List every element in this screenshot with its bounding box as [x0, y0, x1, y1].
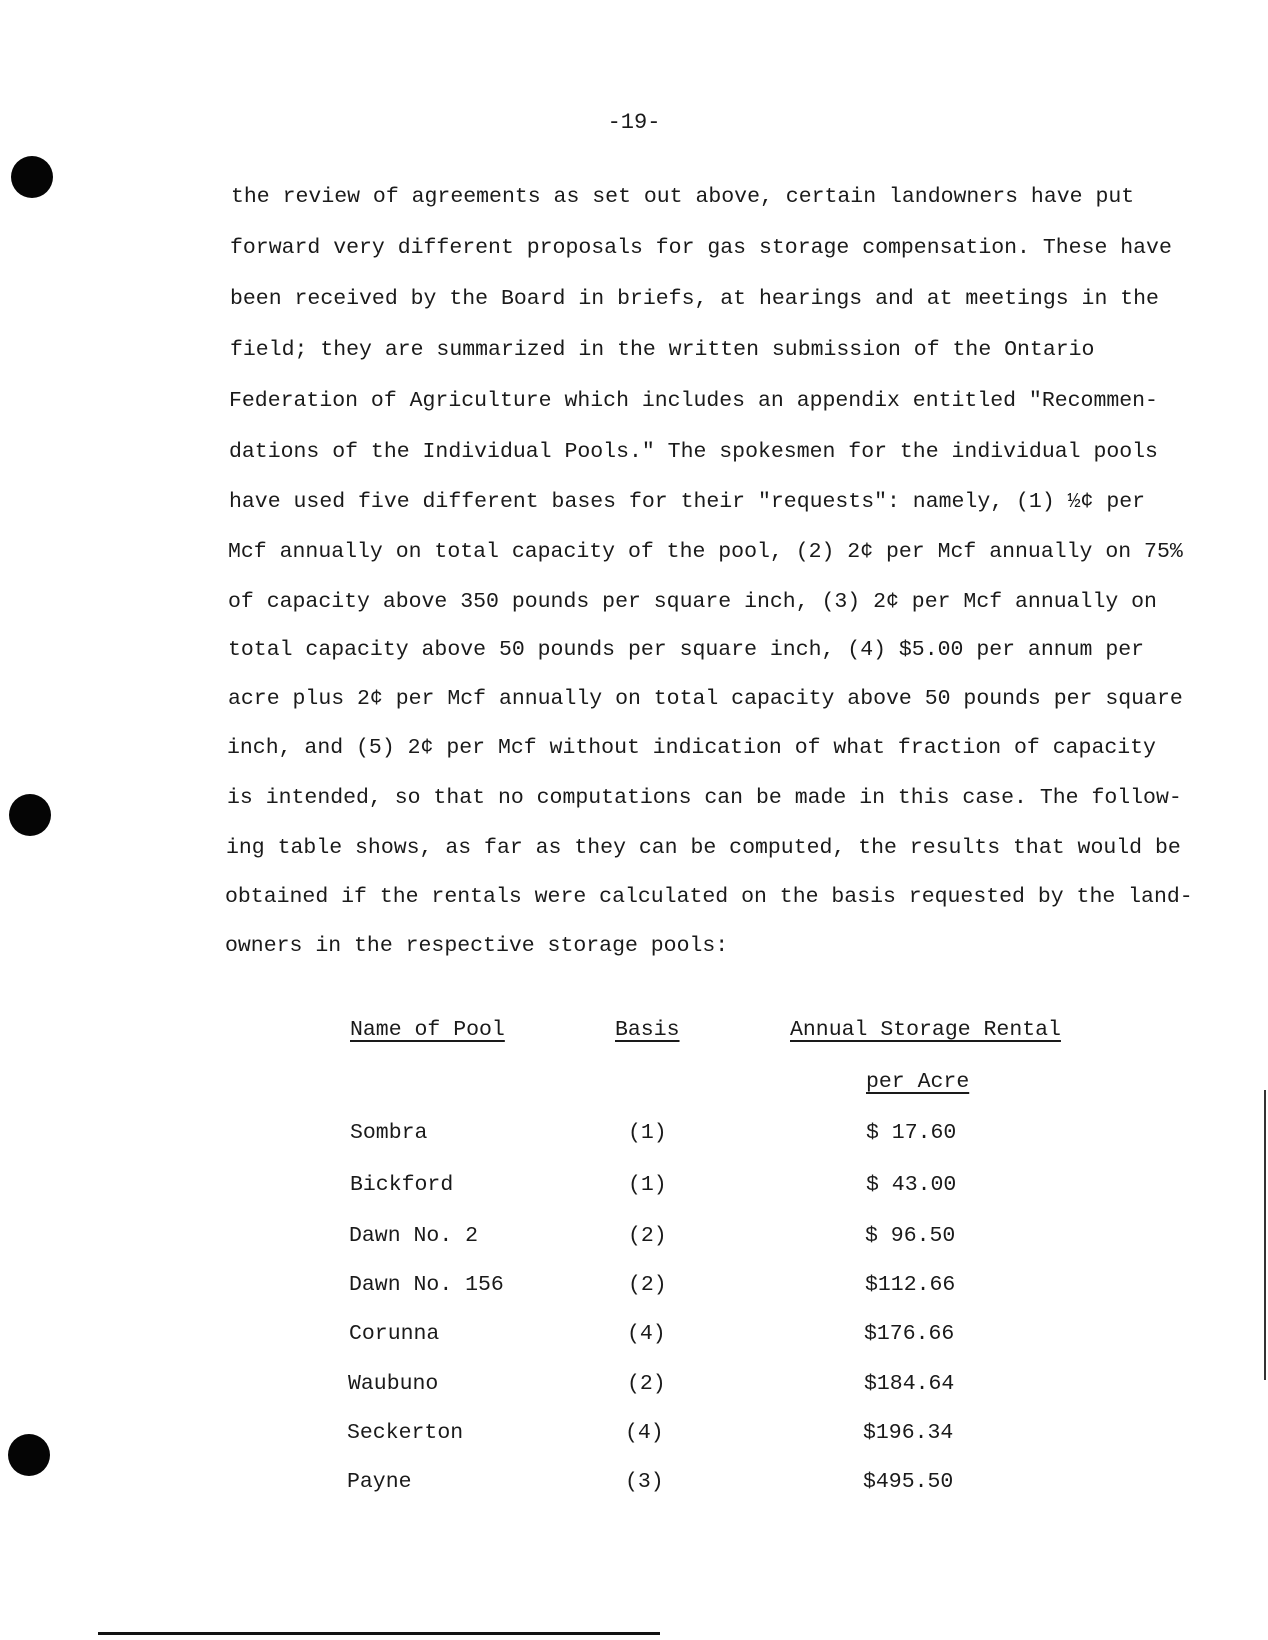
paragraph-line: total capacity above 50 pounds per square inch, (4) $5.00 per annum per — [228, 638, 1145, 662]
pool-basis: (1) — [628, 1173, 667, 1197]
punch-hole-middle — [9, 794, 51, 836]
paragraph-line: acre plus 2¢ per Mcf annually on total capacity above 50 pounds per square — [228, 687, 1183, 711]
paragraph-line: field; they are summarized in the written submission of the Ontario — [230, 338, 1095, 362]
pool-rental: $176.66 — [864, 1322, 955, 1346]
pool-basis: (2) — [628, 1224, 667, 1248]
pool-basis: (1) — [628, 1121, 667, 1145]
punch-hole-bottom — [8, 1434, 50, 1476]
punch-hole-top — [11, 156, 53, 198]
pool-basis: (3) — [625, 1470, 664, 1494]
paragraph-line: Federation of Agriculture which includes an appendix entitled "Recommen- — [229, 389, 1158, 413]
paragraph-line: ing table shows, as far as they can be computed, the results that would be — [226, 836, 1181, 860]
pool-rental: $196.34 — [863, 1421, 954, 1445]
pool-rental: $184.64 — [864, 1372, 955, 1396]
paragraph-line: forward very different proposals for gas storage compensation. These have — [230, 236, 1172, 260]
header-annual-storage-rental: Annual Storage Rental — [790, 1018, 1061, 1042]
pool-rental: $ 17.60 — [866, 1121, 957, 1145]
pool-rental: $ 96.50 — [865, 1224, 956, 1248]
pool-name: Sombra — [350, 1121, 428, 1145]
pool-basis: (2) — [628, 1273, 667, 1297]
paragraph-line: have used five different bases for their "requests": namely, (1) ½¢ per — [229, 490, 1146, 514]
pool-name: Corunna — [349, 1322, 440, 1346]
pool-name: Dawn No. 2 — [349, 1224, 479, 1248]
header-basis: Basis — [615, 1018, 680, 1042]
bottom-rule — [98, 1632, 660, 1635]
pool-name: Waubuno — [348, 1372, 439, 1396]
pool-name: Bickford — [350, 1173, 454, 1197]
pool-rental: $495.50 — [863, 1470, 954, 1494]
right-edge-mark — [1264, 1090, 1266, 1380]
paragraph-line: of capacity above 350 pounds per square inch, (3) 2¢ per Mcf annually on — [228, 590, 1157, 614]
pool-rental: $ 43.00 — [866, 1173, 957, 1197]
paragraph-line: obtained if the rentals were calculated on the basis requested by the land- — [225, 885, 1193, 909]
paragraph-line: owners in the respective storage pools: — [225, 934, 729, 958]
pool-basis: (4) — [627, 1322, 666, 1346]
pool-rental: $112.66 — [865, 1273, 956, 1297]
pool-name: Dawn No. 156 — [349, 1273, 504, 1297]
paragraph-line: inch, and (5) 2¢ per Mcf without indication of what fraction of capacity — [227, 736, 1156, 760]
pool-basis: (4) — [625, 1421, 664, 1445]
pool-basis: (2) — [627, 1372, 666, 1396]
pool-name: Payne — [347, 1470, 412, 1494]
paragraph-line: Mcf annually on total capacity of the pool, (2) 2¢ per Mcf annually on 75% — [228, 540, 1183, 564]
header-per-acre: per Acre — [866, 1070, 970, 1094]
paragraph-line: dations of the Individual Pools." The spokesmen for the individual pools — [229, 440, 1158, 464]
header-name-of-pool: Name of Pool — [350, 1018, 505, 1042]
page-number: -19- — [607, 110, 661, 135]
paragraph-line: is intended, so that no computations can be made in this case. The follow- — [227, 786, 1182, 810]
pool-name: Seckerton — [347, 1421, 464, 1445]
paragraph-line: the review of agreements as set out above, certain landowners have put — [231, 185, 1135, 209]
paragraph-line: been received by the Board in briefs, at hearings and at meetings in the — [230, 287, 1159, 311]
